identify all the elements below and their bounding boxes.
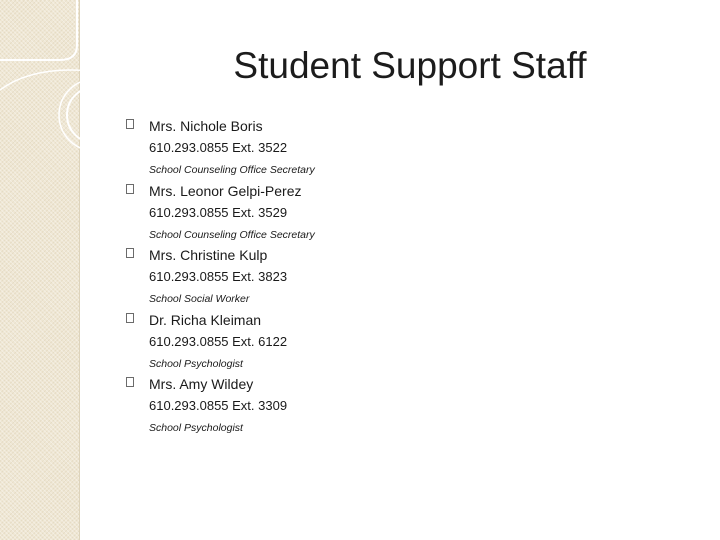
decorative-arcs xyxy=(0,0,140,160)
bullet-icon xyxy=(126,313,134,323)
staff-name: Mrs. Leonor Gelpi-Perez xyxy=(149,182,302,199)
staff-role: School Social Worker xyxy=(149,293,250,306)
staff-phone: 610.293.0855 Ext. 3522 xyxy=(149,140,288,155)
staff-entry xyxy=(126,115,686,180)
staff-list xyxy=(126,115,686,438)
staff-role: School Counseling Office Secretary xyxy=(149,228,315,241)
staff-entry xyxy=(126,373,686,438)
staff-phone: 610.293.0855 Ext. 3529 xyxy=(149,204,288,220)
bullet-icon xyxy=(126,248,134,258)
staff-role: School Psychologist xyxy=(149,422,243,435)
staff-phone: 610.293.0855 Ext. 3309 xyxy=(149,398,288,414)
bullet-icon xyxy=(126,184,134,194)
page-title: Student Support Staff xyxy=(233,45,587,86)
staff-role: School Counseling Office Secretary xyxy=(149,164,315,176)
staff-name: Mrs. Amy Wildey xyxy=(149,376,254,393)
staff-name: Mrs. Christine Kulp xyxy=(149,247,268,264)
staff-role: School Psychologist xyxy=(149,357,243,370)
bullet-icon xyxy=(126,377,134,387)
staff-entry xyxy=(126,309,686,374)
staff-entry xyxy=(126,180,686,245)
staff-name: Dr. Richa Kleiman xyxy=(149,311,262,328)
staff-name: Mrs. Nichole Boris xyxy=(149,118,263,134)
staff-phone: 610.293.0855 Ext. 6122 xyxy=(149,333,288,349)
bullet-icon xyxy=(126,119,134,129)
staff-entry xyxy=(126,244,686,309)
staff-phone: 610.293.0855 Ext. 3823 xyxy=(149,269,288,285)
